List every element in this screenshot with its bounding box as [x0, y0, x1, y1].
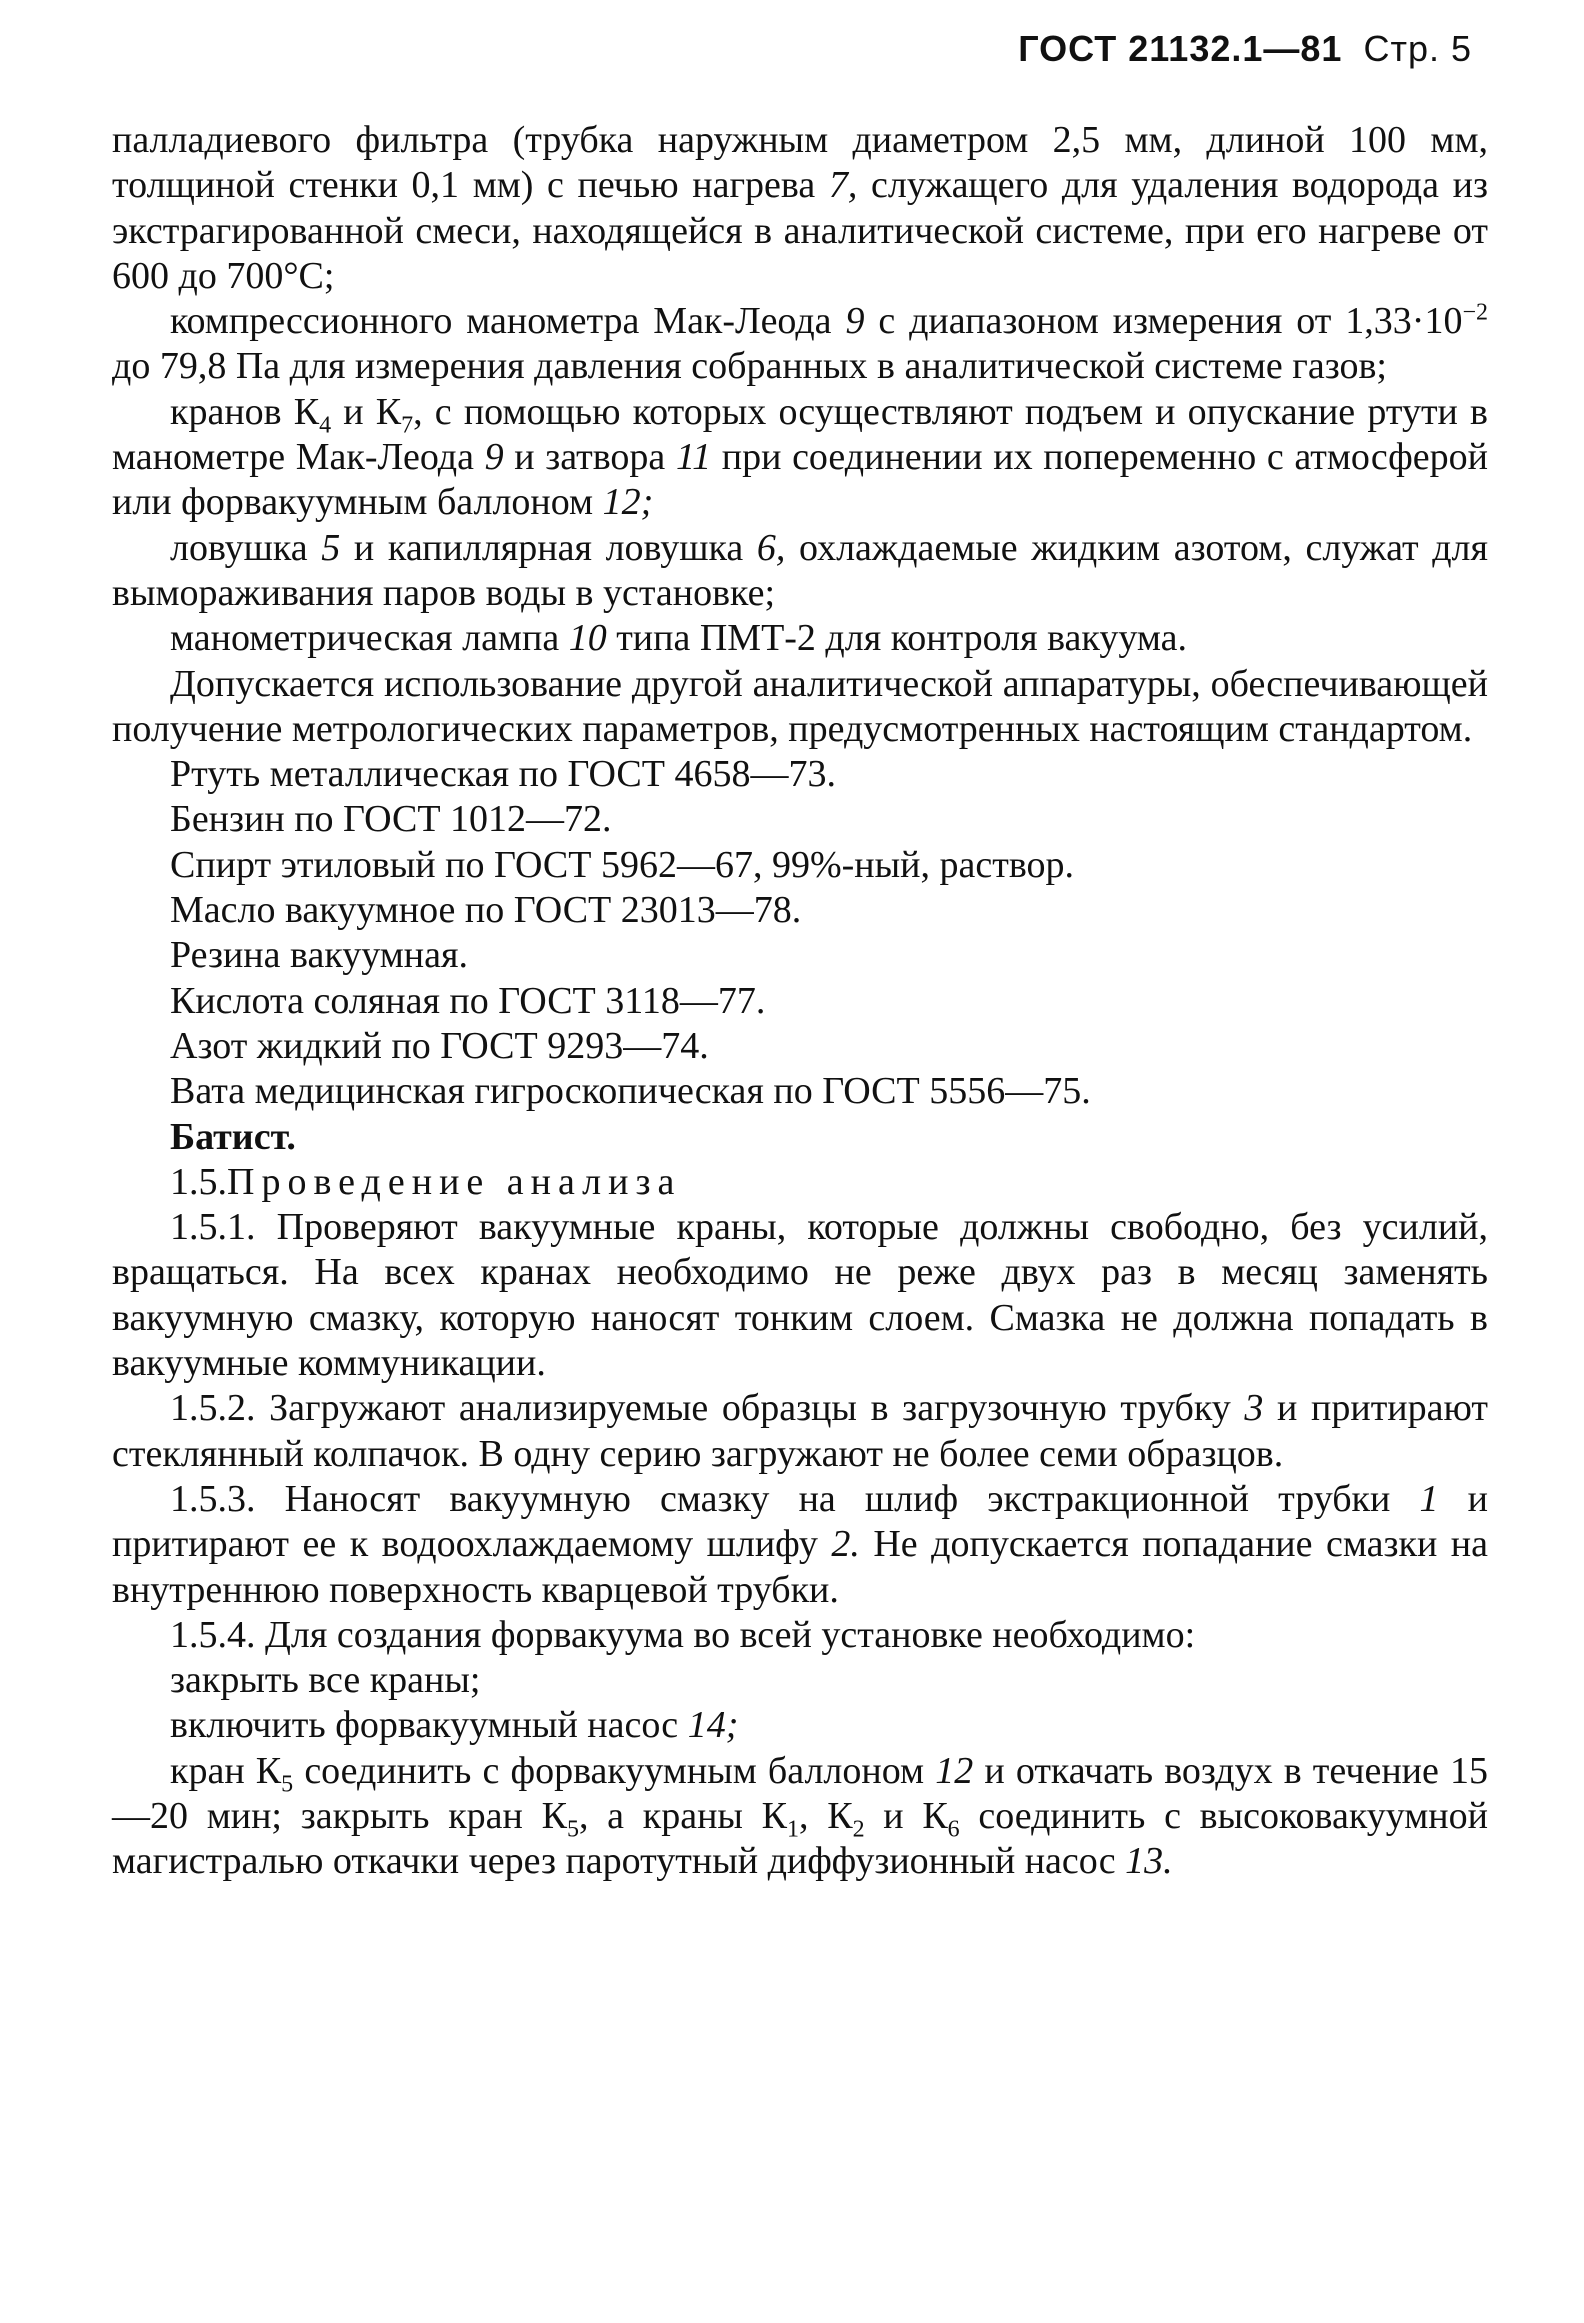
material-petrol: Бензин по ГОСТ 1012—72.: [170, 798, 612, 841]
paragraph-palladium-filter: палладиевого фильтра (трубка наружным диаметром 2,5 мм, длиной 100 мм, толщиной стенки 0,1 мм) с печью нагрева 7, служащего для удаления водорода из экстрагированной смеси, находящейся в аналитической системе, при его нагреве от 600 до 700°С;: [112, 119, 1488, 297]
paragraph-other-apparatus: Допускается использование другой аналитической аппаратуры, обеспечивающей получение метрологических параметров, предусмотренных настоящим стандартом.: [112, 662, 1488, 750]
paragraph-taps: кранов $К_4$ и $К_7$, с помощью которых осуществляют подъем и опускание ртути в манометре Мак-Леода 9 и затвора 11 при соединении их попеременно с атмосферой или форвакуумным баллоном 12;: [112, 390, 1489, 524]
paragraph-traps: ловушка 5 и капиллярная ловушка 6, охлаждаемые жидким азотом, служат для вымораживания паров воды в установке;: [112, 526, 1488, 614]
material-liquid-nitrogen: Азот жидкий по ГОСТ 9293—74.: [170, 1024, 709, 1067]
material-hydrochloric-acid: Кислота соляная по ГОСТ 3118—77.: [170, 979, 766, 1022]
ref-num: 3: [1244, 1387, 1264, 1430]
clause-1-5-2: 1.5.2. Загружают анализируемые образцы в загрузочную трубку 3 и притирают стеклянный колпачок. В одну серию загружают не более семи образцов.: [112, 1387, 1488, 1475]
ref-num: 9: [845, 300, 865, 343]
ref-num: 2.: [831, 1523, 860, 1566]
document-code: ГОСТ 21132.1—81: [1018, 28, 1343, 69]
section-heading: [170, 1160, 1488, 1205]
material-cotton-wool: Вата медицинская гигроскопическая по ГОСТ 5556—75.: [170, 1070, 1091, 1113]
paragraph-gauge-lamp: манометрическая лампа 10 типа ПМТ-2 для контроля вакуума.: [170, 617, 1187, 660]
ref-num: 10: [568, 617, 607, 660]
page-number: Стр. 5: [1363, 28, 1472, 69]
ref-num: 7,: [828, 164, 858, 207]
ref-num: 14;: [687, 1704, 739, 1747]
exponent: −2: [1462, 299, 1488, 326]
ref-num: 12;: [602, 481, 654, 524]
material-vacuum-oil: Масло вакуумное по ГОСТ 23013—78.: [170, 889, 802, 932]
ref-num: 9: [484, 436, 504, 479]
clause-1-5-3: 1.5.3. Наносят вакуумную смазку на шлиф экстракционной трубки 1 и притирают ее к водоохлаждаемому шлифу 2. Не допускается попадание смазки на внутреннюю поверхность кварцевой трубки.: [112, 1477, 1488, 1611]
step-close-taps: закрыть все краны;: [170, 1659, 481, 1702]
ref-num: 12: [935, 1749, 974, 1792]
clause-1-5-1: 1.5.1. Проверяют вакуумные краны, которые должны свободно, без усилий, вращаться. На всех кранах необходимо не реже двух раз в месяц заменять вакуумную смазку, которую наносят тонким слоем. Смазка не должна попадать в вакуумные коммуникации.: [112, 1206, 1488, 1385]
material-ethanol: Спирт этиловый по ГОСТ 5962—67, 99%-ный, раствор.: [170, 843, 1075, 886]
material-batiste: Батист.: [170, 1115, 296, 1158]
ref-num: 6,: [756, 526, 786, 569]
page-header: [1018, 28, 1472, 70]
step-switch-on-pump: включить форвакуумный насос 14;: [170, 1704, 739, 1747]
step-evacuate-air: кран $К_5$ соединить с форвакуумным баллоном 12 и откачать воздух в течение 15—20 мин; закрыть кран $К_5$, а краны $К_1$, $К_2$ и $К_6$ соединить с высоковакуумной магистралью откачки через паротутный диффузионный насос 13.: [112, 1749, 1488, 1883]
paragraph-mcleod-gauge: компрессионного манометра Мак-Леода 9 с диапазоном измерения от $1,33\cdot 10^{-2}$ до 79,8 Па для измерения давления собранных в аналитической системе газов;: [112, 299, 1488, 388]
material-vacuum-rubber: Резина вакуумная.: [170, 934, 468, 977]
document-body: [112, 118, 1488, 1885]
section-title: Проведение анализа: [227, 1160, 682, 1203]
ref-num: 11: [675, 436, 712, 479]
ref-num: 5: [321, 526, 341, 569]
clause-1-5-4: 1.5.4. Для создания форвакуума во всей установке необходимо:: [170, 1613, 1196, 1656]
section-number: 1.5.: [170, 1160, 227, 1203]
ref-num: 13.: [1125, 1840, 1173, 1883]
material-mercury: Ртуть металлическая по ГОСТ 4658—73.: [170, 753, 836, 796]
ref-num: 1: [1419, 1477, 1439, 1520]
